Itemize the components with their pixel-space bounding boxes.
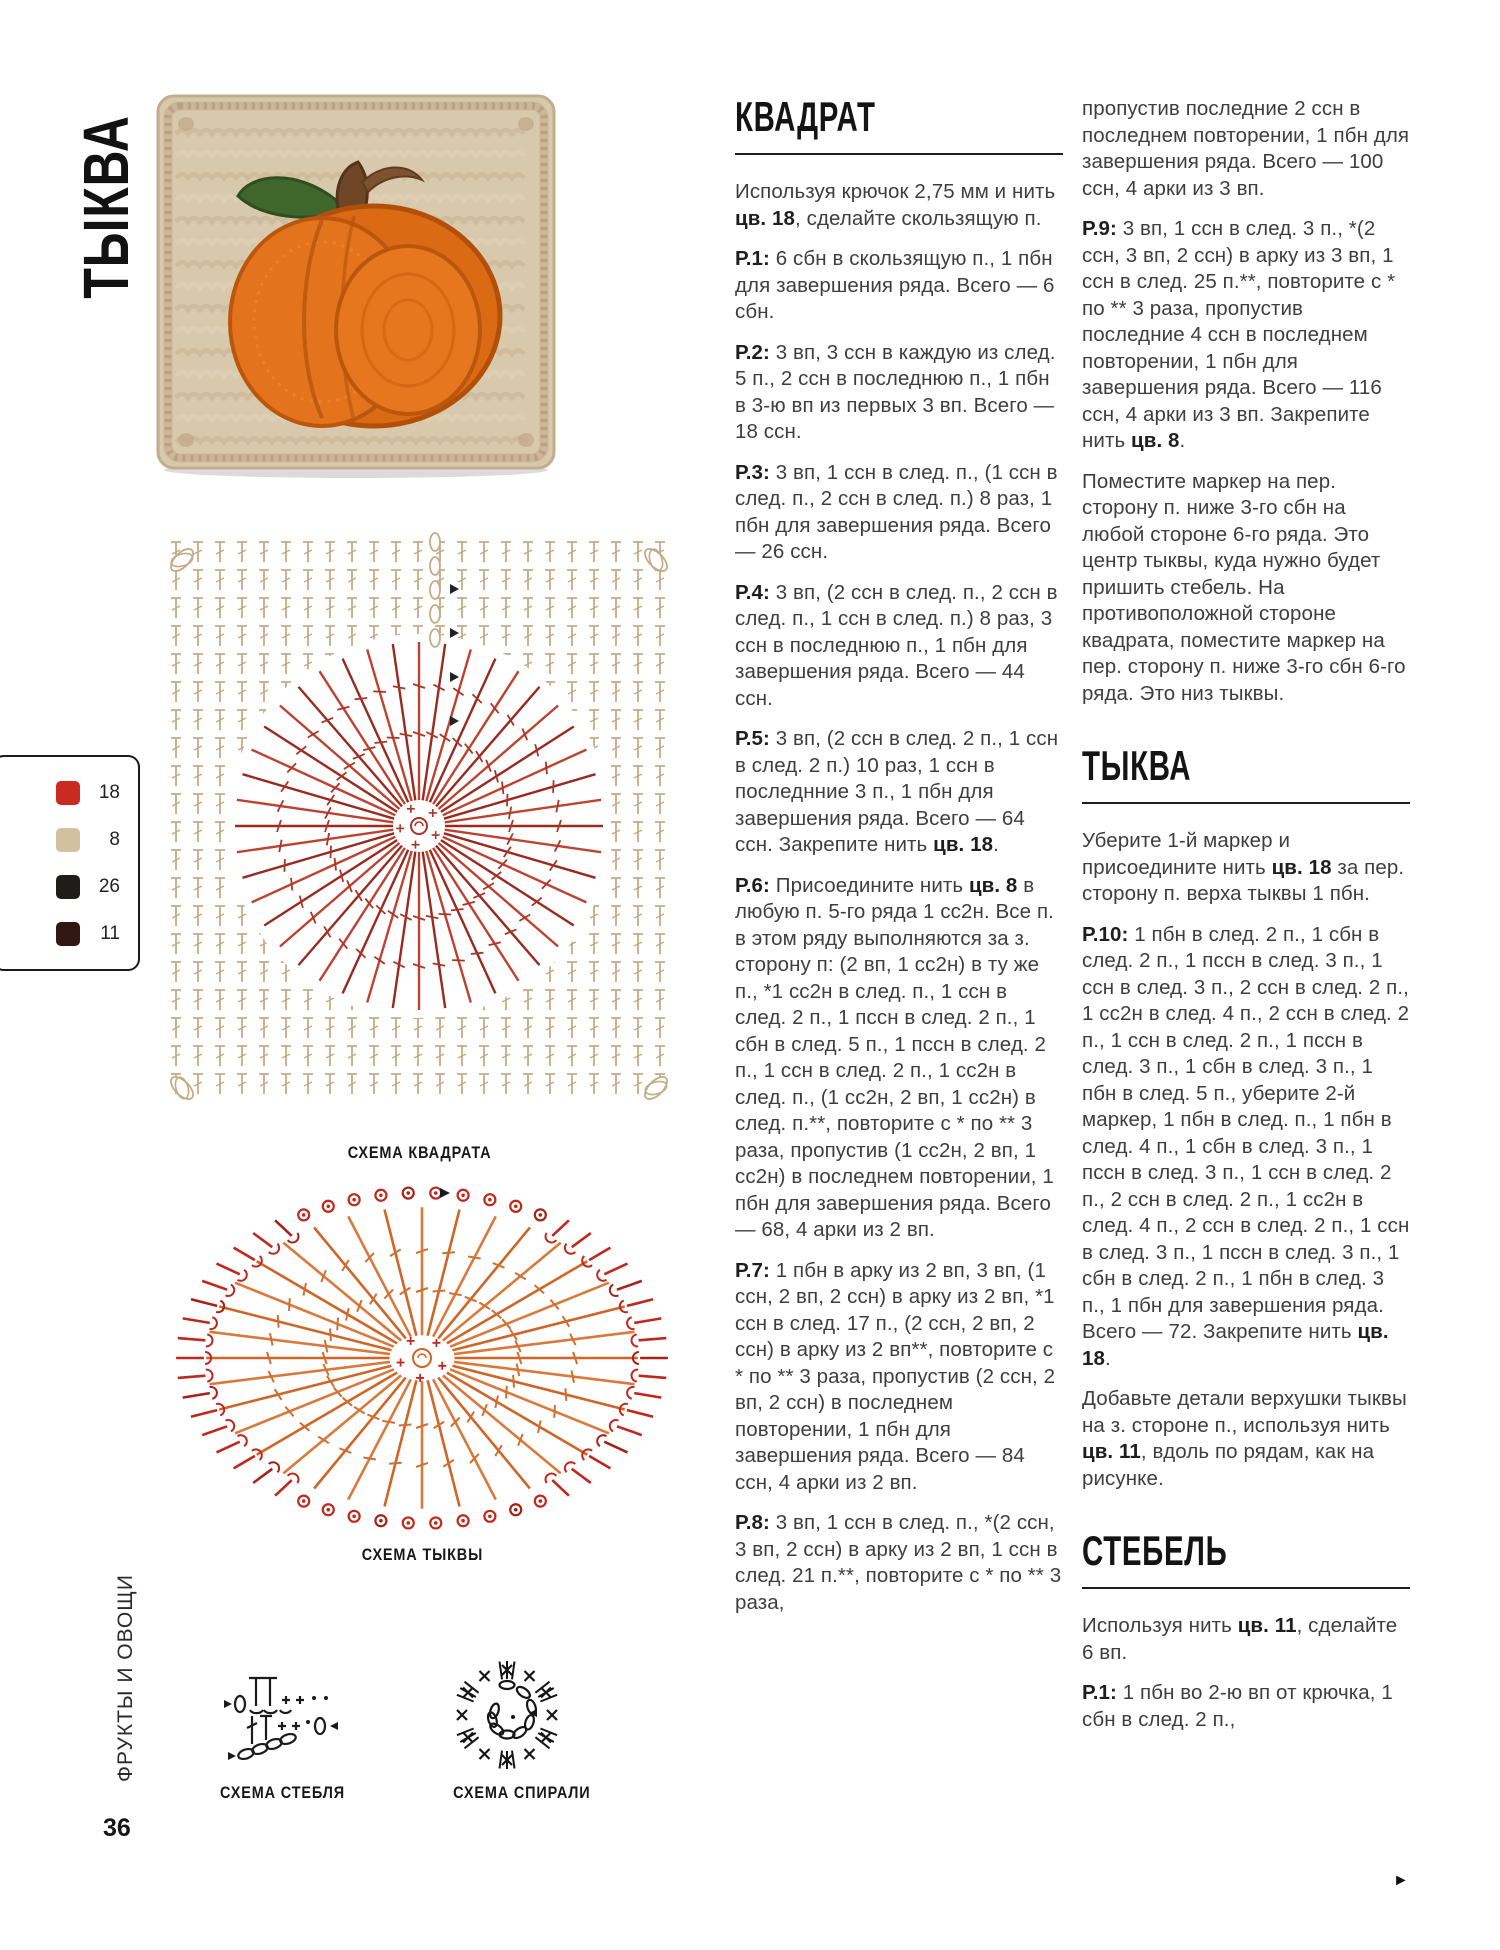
section-heading: СТЕБЕЛЬ xyxy=(1082,1527,1228,1574)
category-label xyxy=(102,1573,150,1783)
instructions-column-middle xyxy=(735,93,1063,1630)
color-swatch xyxy=(56,828,80,852)
pattern-paragraph: Р.1: 6 сбн в скользящую п., 1 пбн для завершения ряда. Всего — 6 сбн. xyxy=(735,247,1055,323)
color-swatch xyxy=(56,781,80,805)
legend-item xyxy=(56,828,120,852)
color-code: 18 xyxy=(98,781,120,803)
pumpkin-square-photo xyxy=(150,88,562,483)
spiral-chart-caption: СХЕМА СПИРАЛИ xyxy=(453,1783,591,1802)
square-chart-caption: СХЕМА КВАДРАТА xyxy=(347,1143,492,1162)
section-heading-block xyxy=(735,93,1063,155)
pattern-paragraph: Р.10: 1 пбн в след. 2 п., 1 сбн в след. 2 п., 1 пссн в след. 3 п., 1 ссн в след. 3 п., 2 ссн в след. 2 п., 1 сс2н в след. 4 п., 2 ссн в след. 2 п., 1 ссн в след. 2 п., 1 пссн в след. 3 п., 1 сбн в след. 3 п., 1 пбн в след. 5 п., уберите 2-й маркер, 1 пбн в след. п., 1 пбн в след. 4 п., 1 сбн в след. 3 п., 1 пссн в след. 3 п., 1 ссн в след. 2 п., 2 ссн в след. 2 п., 1 сс2н в след. 4 п., 2 ссн в след. 2 п., 1 ссн в след. 3 п., 1 пссн в след. 3 п., 1 сбн в след. 2 п., 1 пбн в след. 3 п., 1 пбн для завершения ряда. Всего — 72. Закрепите нить цв. 18. xyxy=(1082,922,1410,1370)
section-heading-block xyxy=(1082,742,1410,804)
continuation-arrow-icon: ► xyxy=(1393,1872,1409,1889)
pattern-paragraph: Р.8: 3 вп, 1 ссн в след. п., *(2 ссн, 3 вп, 2 ссн) в арку из 2 вп, 1 ссн в след. 21 п.**, повторите с * по ** 3 раза, xyxy=(735,1511,1062,1614)
yarn-color-legend xyxy=(0,755,140,971)
pattern-paragraph: Р.3: 3 вп, 1 ссн в след. п., (1 ссн в след. п., 2 ссн в след. п.) 8 раз, 1 пбн для завершения ряда. Всего — 26 ссн. xyxy=(735,460,1058,563)
section-heading: КВАДРАТ xyxy=(735,93,876,140)
pattern-paragraph: Р.5: 3 вп, (2 ссн в след. 2 п., 1 ссн в след. 2 п.) 10 раз, 1 ссн в последнние 3 п., 1 пбн для завершения ряда. Всего — 64 ссн. Закрепите нить цв. 18. xyxy=(735,727,1059,856)
pattern-paragraph: пропустив последние 2 ссн в последнем повторении, 1 пбн для завершения ряда. Всего — 100 ссн, 4 арки из 3 вп. xyxy=(1082,97,1410,200)
pattern-paragraph: Р.6: Присоедините нить цв. 8 в любую п. 5-го ряда 1 сс2н. Все п. в этом ряду выполняются за з. сторону п: (2 вп, 1 сс2н) в ту же п., *1 сс2н в след. п., 1 ссн в след. 2 п., 1 пссн в след. 2 п., 1 сбн в след. 5 п., 1 пссн в след. 2 п., 1 ссн в след. 2 п., 1 сс2н в след. п., (1 сс2н, 2 вп, 1 сс2н) в след. п.**, повторите с * по ** 3 раза, пропустив (1 сс2н, 2 вп, 1 сс2н) в последнем повторении, 1 пбн для завершения ряда. Всего — 68, 4 арки из 2 вп. xyxy=(735,873,1054,1241)
pumpkin-chart-diagram xyxy=(172,1182,672,1534)
color-swatch xyxy=(56,875,80,899)
section-heading: ТЫКВА xyxy=(1082,742,1192,789)
legend-item xyxy=(56,781,120,805)
page-title-text: ТЫКВА xyxy=(70,115,142,299)
pumpkin-chart-caption: СХЕМА ТЫКВЫ xyxy=(361,1545,483,1564)
page-number: 36 xyxy=(103,1814,131,1842)
pattern-paragraph: Добавьте детали верхушки тыквы на з. стороне п., используя нить цв. 11, вдоль по рядам, как на рисунке. xyxy=(1082,1387,1407,1490)
pattern-paragraph: Используя нить цв. 11, сделайте 6 вп. xyxy=(1082,1614,1398,1664)
stem-chart-caption: СХЕМА СТЕБЛЯ xyxy=(219,1783,345,1802)
legend-item xyxy=(56,922,120,946)
color-code: 11 xyxy=(100,922,120,944)
pattern-paragraph: Р.2: 3 вп, 3 ссн в каждую из след. 5 п., 2 ссн в последнюю п., 1 пбн в 3-ю вп из первых 3 вп. Всего — 18 ссн. xyxy=(735,340,1056,443)
pattern-paragraph: Уберите 1-й маркер и присоедините нить цв. 18 за пер. сторону п. верха тыквы 1 пбн. xyxy=(1082,829,1405,905)
pattern-paragraph: Р.7: 1 пбн в арку из 2 вп, 3 вп, (1 ссн, 2 вп, 2 ссн) в арку из 2 вп, *1 ссн в след. 17 п., (2 ссн, 2 вп, 2 ссн) в арку из 2 вп**, повторите с * по ** 3 раза, пропустив (2 ссн, 2 вп, 2 ссн) в последнем повторении, 1 пбн для завершения ряда. Всего — 84 ссн, 4 арки из 2 вп. xyxy=(735,1258,1056,1494)
color-swatch xyxy=(56,922,80,946)
instructions-column-right xyxy=(1082,96,1410,1747)
legend-item xyxy=(56,875,120,899)
pattern-paragraph: Р.9: 3 вп, 1 ссн в след. 3 п., *(2 ссн, 3 вп, 2 ссн) в арку из 3 вп, 1 ссн в след. 25 п.**, повторите с * по ** 3 раза, пропустив последние 4 ссн в последнем повторении, 1 пбн для завершения ряда. Всего — 116 ссн, 4 арки из 3 вп. Закрепите нить цв. 8. xyxy=(1082,217,1396,452)
square-chart-diagram xyxy=(152,526,687,1126)
category-label-text: ФРУКТЫ И ОВОЩИ xyxy=(114,1573,137,1783)
spiral-chart-diagram xyxy=(450,1658,564,1772)
pattern-paragraph: Поместите маркер на пер. сторону п. ниже 3-го сбн на любой стороне 6-го ряда. Это центр тыквы, куда нужно будет пришить стебель. На противоположной стороне квадрата, поместите маркер на пер. сторону п. ниже 3-го сбн 6-го ряда. Это низ тыквы. xyxy=(1082,469,1406,705)
section-heading-block xyxy=(1082,1527,1410,1589)
pattern-paragraph: Р.1: 1 пбн во 2-ю вп от крючка, 1 сбн в след. 2 п., xyxy=(1082,1681,1393,1731)
color-code: 26 xyxy=(98,875,120,897)
pattern-paragraph: Р.4: 3 вп, (2 ссн в след. п., 2 ссн в след. п., 1 ссн в след. п.) 8 раз, 3 ссн в последнюю п., 1 пбн для завершения ряда. Всего — 44 ссн. xyxy=(735,580,1058,710)
color-code: 8 xyxy=(109,828,120,850)
stem-chart-diagram xyxy=(222,1666,342,1766)
pattern-paragraph: Используя крючок 2,75 мм и нить цв. 18, сделайте скользящую п. xyxy=(735,180,1056,230)
